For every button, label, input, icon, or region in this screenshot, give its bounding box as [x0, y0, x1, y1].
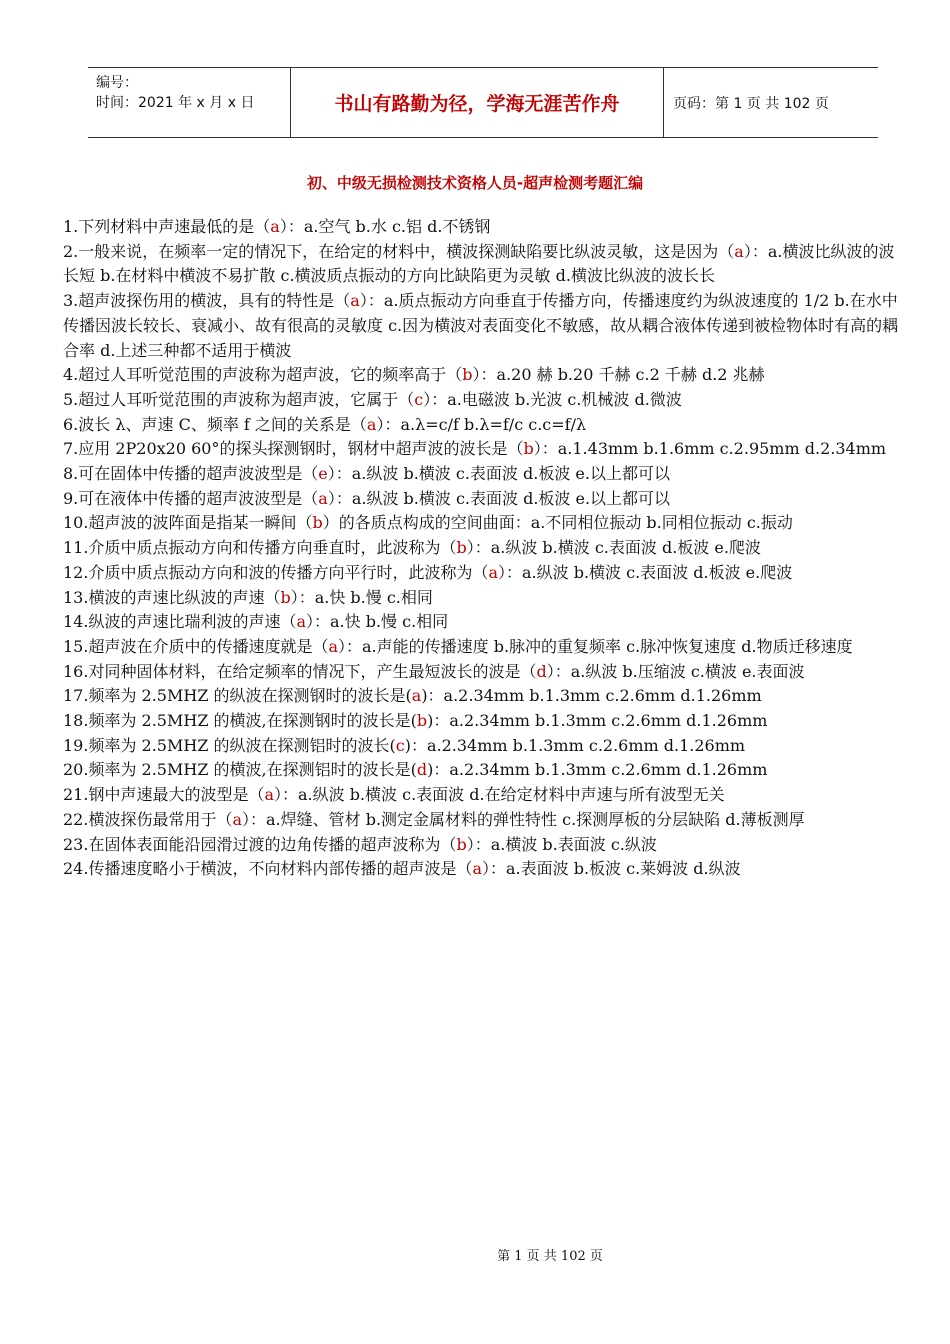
question-text: 19.频率为 2.5MHZ 的纵波在探测铝时的波长( — [63, 735, 396, 755]
answer-key: a — [296, 612, 306, 632]
answer-key: b — [312, 513, 323, 533]
question-item — [63, 808, 899, 833]
question-options: ）：a.1.43mm b.1.6mm c.2.95mm d.2.34mm — [533, 439, 887, 459]
answer-key: e — [318, 464, 328, 484]
question-item — [63, 289, 899, 363]
question-options: ）：a.焊缝、管材 b.测定金属材料的弹性特性 c.探测厚板的分层缺陷 d.薄板测厚 — [242, 809, 805, 829]
answer-key: b — [456, 834, 467, 854]
answer-key: b — [416, 711, 428, 731]
document-number-label: 编号： — [96, 75, 138, 91]
question-item — [63, 833, 899, 858]
document-title: 初、中级无损检测技术资格人员-超声检测考题汇编 — [306, 174, 644, 192]
question-options: ）：a.声能的传播速度 b.脉冲的重复频率 c.脉冲恢复速度 d.物质迁移速度 — [338, 636, 853, 656]
question-text: 18.频率为 2.5MHZ 的横波,在探测钢时的波长是( — [63, 711, 417, 731]
question-item — [63, 511, 899, 536]
answer-key: b — [462, 365, 473, 385]
question-options: ）：a.快 b.慢 c.相同 — [306, 612, 449, 632]
answer-key: a — [472, 859, 482, 879]
question-item — [63, 709, 899, 734]
question-options: )：a.2.34mm b.1.3mm c.2.6mm d.1.26mm — [427, 760, 768, 780]
answer-key: b — [280, 587, 291, 607]
answer-key: b — [523, 439, 534, 459]
answer-key: a — [734, 241, 744, 261]
question-item — [63, 215, 899, 240]
header-motto-cell — [290, 68, 664, 137]
question-text: 17.频率为 2.5MHZ 的纵波在探测钢时的波长是( — [63, 686, 412, 706]
answer-key: d — [416, 760, 428, 780]
question-item — [63, 734, 899, 759]
question-text: 16.对同种固体材料，在给定频率的情况下，产生最短波长的波是（ — [63, 661, 537, 681]
question-text: 11.介质中质点振动方向和传播方向垂直时，此波称为（ — [63, 538, 457, 558]
question-text: 13.横波的声速比纵波的声速（ — [63, 587, 281, 607]
answer-key: a — [488, 562, 498, 582]
answer-key: a — [328, 636, 338, 656]
header-motto: 书山有路勤为径，学海无涯苦作舟 — [334, 93, 620, 115]
question-options: ）：a.λ=c/f b.λ=f/c c.c=f/λ — [376, 414, 587, 434]
question-list — [63, 215, 899, 882]
question-text: 20.频率为 2.5MHZ 的横波,在探测铝时的波长是( — [63, 760, 417, 780]
question-options: ）：a.纵波 b.压缩波 c.横波 e.表面波 — [546, 661, 805, 681]
question-options: ）：a.纵波 b.横波 c.表面波 d.板波 e.以上都可以 — [327, 464, 670, 484]
question-item — [63, 462, 899, 487]
page-header — [88, 67, 878, 138]
question-item — [63, 388, 899, 413]
question-options: ）：a.横波 b.表面波 c.纵波 — [466, 834, 657, 854]
answer-key: d — [536, 661, 547, 681]
question-item — [63, 857, 899, 882]
question-item — [63, 240, 899, 289]
question-text: 15.超声波在介质中的传播速度就是（ — [63, 636, 329, 656]
question-item — [63, 437, 899, 462]
question-item — [63, 586, 899, 611]
question-item — [63, 610, 899, 635]
answer-key: c — [395, 735, 405, 755]
question-text: 8.可在固体中传播的超声波波型是（ — [63, 464, 319, 484]
question-options: ）：a.纵波 b.横波 c.表面波 d.在给定材料中声速与所有波型无关 — [274, 785, 725, 805]
answer-key: c — [414, 389, 424, 409]
page-footer: 第 1 页 共 102 页 — [497, 1249, 603, 1264]
question-text: 7.应用 2P20x20 60°的探头探测钢时，钢材中超声波的波长是（ — [63, 439, 524, 459]
question-text: 10.超声波的波阵面是指某一瞬间（ — [63, 513, 313, 533]
header-page-number: 页码：第 1 页 共 102 页 — [673, 95, 829, 112]
question-item — [63, 413, 899, 438]
question-options: )：a.2.34mm b.1.3mm c.2.6mm d.1.26mm — [421, 686, 762, 706]
question-item — [63, 635, 899, 660]
answer-key: a — [270, 217, 280, 236]
question-text: 12.介质中质点振动方向和波的传播方向平行时，此波称为（ — [63, 562, 489, 582]
question-item — [63, 758, 899, 783]
question-text: 6.波长 λ、声速 C、频率 f 之间的关系是（ — [63, 414, 367, 434]
answer-key: a — [350, 291, 360, 311]
question-text: 2.一般来说，在频率一定的情况下，在给定的材料中，横波探测缺陷要比纵波灵敏，这是因为（ — [63, 241, 735, 261]
question-text: 1.下列材料中声速最低的是（ — [63, 217, 271, 236]
question-options: ）：a.纵波 b.横波 c.表面波 d.板波 e.爬波 — [498, 562, 793, 582]
question-options: ）：a.空气 b.水 c.铝 d.不锈钢 — [279, 217, 491, 236]
question-text: 3.超声波探伤用的横波，具有的特性是（ — [63, 291, 351, 311]
question-options: ）：a.电磁波 b.光波 c.机械波 d.微波 — [423, 389, 682, 409]
question-options: )：a.2.34mm b.1.3mm c.2.6mm d.1.26mm — [404, 735, 746, 755]
answer-key: a — [232, 809, 242, 829]
question-text: 22.横波探伤最常用于（ — [63, 809, 233, 829]
question-options: ）：a.表面波 b.板波 c.莱姆波 d.纵波 — [482, 859, 741, 879]
question-text: 21.钢中声速最大的波型是（ — [63, 785, 265, 805]
question-options: ）：a.纵波 b.横波 c.表面波 d.板波 e.爬波 — [466, 538, 761, 558]
question-item — [63, 487, 899, 512]
question-item — [63, 684, 899, 709]
question-item — [63, 536, 899, 561]
question-options: )：a.2.34mm b.1.3mm c.2.6mm d.1.26mm — [427, 711, 768, 731]
question-text: 9.可在液体中传播的超声波波型是（ — [63, 488, 319, 508]
answer-key: a — [366, 414, 377, 434]
question-item — [63, 363, 899, 388]
header-info — [88, 68, 290, 137]
question-item — [63, 783, 899, 808]
header-page-cell — [663, 68, 878, 137]
question-text: 14.纵波的声速比瑞利波的声速（ — [63, 612, 297, 632]
answer-key: a — [411, 686, 422, 706]
question-text: 4.超过人耳听觉范围的声波称为超声波，它的频率高于（ — [63, 365, 463, 385]
question-text: 5.超过人耳听觉范围的声波称为超声波，它属于（ — [63, 389, 415, 409]
question-options: ）：a.快 b.慢 c.相同 — [290, 587, 433, 607]
question-options: ）：a.质点振动方向垂直于传播方向，传播速度约为纵波速度的 1/2 b.在水中传播因波长较长、衰减小、故有很高的灵敏度 c.因为横波对表面变化不敏感，故从耦合液体传递到被检物体时有高的耦合率 d.上述三种都不适用于横波 — [63, 291, 899, 360]
question-text: 23.在固体表面能沿园滑过渡的边角传播的超声波称为（ — [63, 834, 457, 854]
question-options: ）的各质点构成的空间曲面：a.不同相位振动 b.同相位振动 c.振动 — [322, 513, 793, 533]
answer-key: a — [318, 488, 328, 508]
question-text: 24.传播速度略小于横波，不向材料内部传播的超声波是（ — [63, 859, 473, 879]
question-item — [63, 660, 899, 685]
answer-key: b — [456, 538, 467, 558]
question-options: ）：a.纵波 b.横波 c.表面波 d.板波 e.以上都可以 — [327, 488, 671, 508]
question-options: ）：a.20 赫 b.20 千赫 c.2 千赫 d.2 兆赫 — [472, 365, 765, 385]
question-item — [63, 561, 899, 586]
document-date: 时间：2021 年 x 月 x 日 — [96, 95, 255, 111]
question-options: ）：a.横波比纵波的波长短 b.在材料中横波不易扩散 c.横波质点振动的方向比缺陷更为灵敏 d.横波比纵波的波长长 — [63, 241, 895, 286]
answer-key: a — [264, 785, 274, 805]
